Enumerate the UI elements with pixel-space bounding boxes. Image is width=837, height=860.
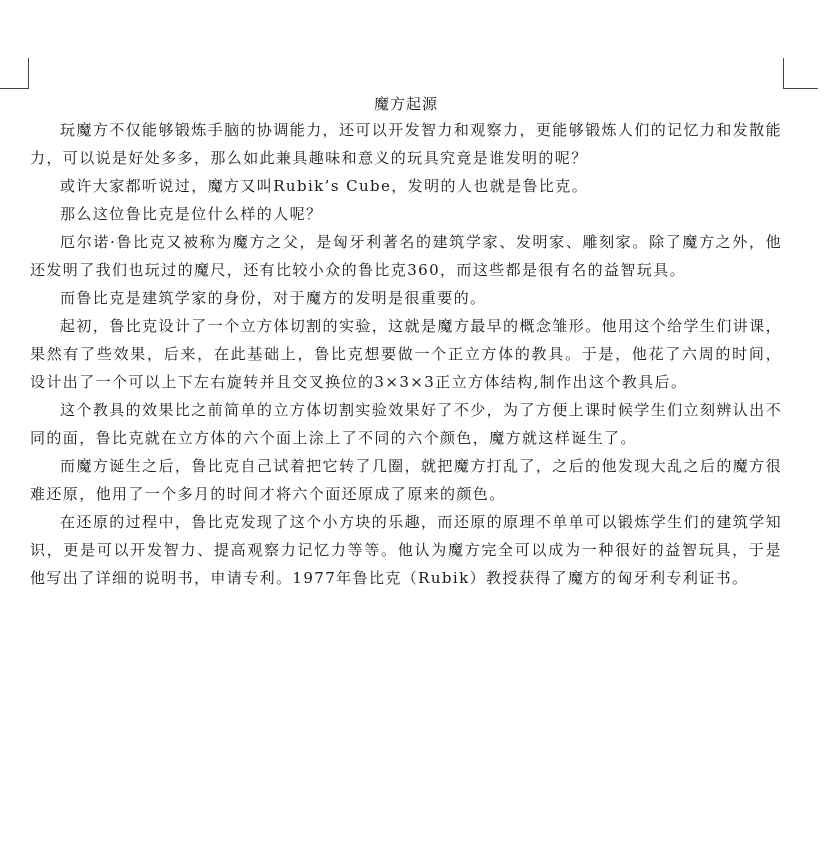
paragraph: 起初，鲁比克设计了一个立方体切割的实验，这就是魔方最早的概念雏形。他用这个给学生们讲课，果然有了些效果，后来，在此基础上，鲁比克想要做一个正立方体的教具。于是，他花了六周的时间，设计出了一个可以上下左右旋转并且交叉换位的3×3×3正立方体结构,制作出这个教具后。 [30, 317, 782, 391]
paragraph: 这个教具的效果比之前简单的立方体切割实验效果好了不少，为了方便上课时候学生们立刻辨认出不同的面，鲁比克就在立方体的六个面上涂上了不同的六个颜色，魔方就这样诞生了。 [30, 401, 782, 447]
document-title: 魔方起源 [373, 95, 438, 113]
document-body[interactable] [30, 92, 782, 592]
paragraph: 那么这位鲁比克是位什么样的人呢？ [60, 205, 323, 223]
top-left-corner-mark [0, 58, 29, 89]
paragraph: 玩魔方不仅能够锻炼手脑的协调能力，还可以开发智力和观察力，更能够锻炼人们的记忆力和发散能力，可以说是好处多多，那么如此兼具趣味和意义的玩具究竟是谁发明的呢？ [30, 121, 782, 167]
paragraph: 厄尔诺·鲁比克又被称为魔方之父，是匈牙利著名的建筑学家、发明家、雕刻家。除了魔方之外，他还发明了我们也玩过的魔尺，还有比较小众的鲁比克360，而这些都是很有名的益智玩具。 [30, 233, 782, 279]
paragraph: 在还原的过程中，鲁比克发现了这个小方块的乐趣，而还原的原理不单单可以锻炼学生们的建筑学知识，更是可以开发智力、提高观察力记忆力等等。他认为魔方完全可以成为一种很好的益智玩具，于是他写出了详细的说明书，申请专利。1977年鲁比克（Rubik）教授获得了魔方的匈牙利专利证书。 [30, 513, 782, 587]
top-right-corner-mark [783, 58, 818, 89]
paragraph: 而魔方诞生之后，鲁比克自己试着把它转了几圈，就把魔方打乱了，之后的他发现大乱之后的魔方很难还原，他用了一个多月的时间才将六个面还原成了原来的颜色。 [30, 457, 782, 503]
paragraph: 或许大家都听说过，魔方又叫Rubik’s Cube，发明的人也就是鲁比克。 [60, 177, 589, 195]
paragraph: 而鲁比克是建筑学家的身份，对于魔方的发明是很重要的。 [60, 289, 487, 307]
